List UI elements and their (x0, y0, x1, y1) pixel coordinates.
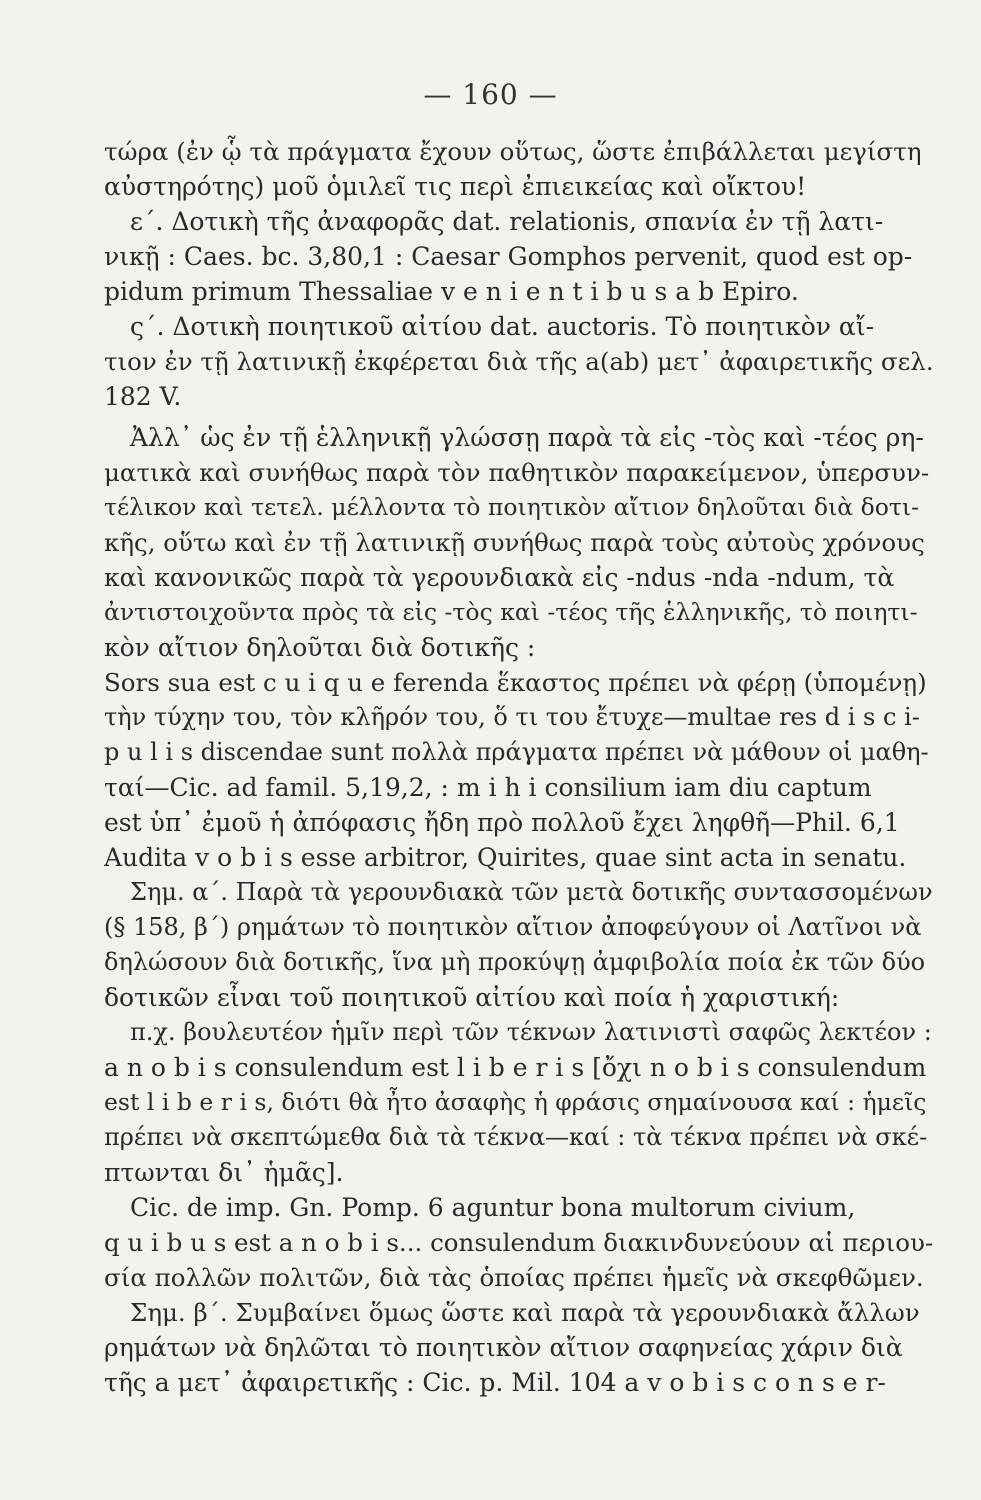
text-line: est l i b e r i s, διότι θὰ ἦτο ἀσαφὴς ἡ φράσις σημαίνουσα καί : ἡμεῖς (104, 1088, 927, 1116)
text-line: (§ 158, β΄) ρημάτων τὸ ποιητικὸν αἴτιον ἀποφεύγουν οἱ Λατῖνοι νὰ (104, 913, 922, 941)
text-line: ἀντιστοιχοῦντα πρὸς τὰ εἰς -τὸς καὶ -τέος τῆς ἑλληνικῆς, τὸ ποιητι- (104, 598, 918, 626)
text-line: ρημάτων νὰ δηλῶται τὸ ποιητικὸν αἴτιον σαφηνείας χάριν διὰ (104, 1333, 903, 1362)
text-line: q u i b u s est a n o b i s... consulendum διακινδυνεύουν αἱ περιου- (104, 1228, 934, 1257)
text-line: Cic. de imp. Gn. Pomp. 6 aguntur bona multorum civium, (130, 1193, 856, 1222)
text-line: καὶ κανονικῶς παρὰ τὰ γερουνδιακὰ εἰς -ndus -nda -ndum, τὰ (104, 563, 895, 592)
text-line: 182 V. (104, 382, 182, 411)
text-line: Audita v o b i s esse arbitror, Quirites, quae sint acta in senatu. (104, 843, 907, 872)
text-line: τιον ἐν τῇ λατινικῇ ἐκφέρεται διὰ τῆς a(ab) μετ᾽ ἀφαιρετικῆς σελ. (104, 347, 934, 376)
text-line: τῆς a μετ᾽ ἀφαιρετικῆς : Cic. p. Mil. 104 a v o b i s c o n s e r- (104, 1368, 886, 1397)
text-line: p u l i s discendae sunt πολλὰ πράγματα πρέπει νὰ μάθουν οἱ μαθη- (104, 738, 929, 766)
text-line: ταί—Cic. ad famil. 5,19,2, : m i h i consilium iam diu captum (104, 773, 872, 802)
text-line: pidum primum Thessaliae v e n i e n t i b u s a b Epiro. (104, 277, 799, 306)
note-heading-line: Σημ. α΄. Παρὰ τὰ γερουνδιακὰ τῶν μετὰ δοτικῆς συντασσομένων (130, 878, 933, 906)
page-number: — 160 — (423, 78, 558, 111)
text-line: τώρα (ἐν ᾧ τὰ πράγματα ἔχουν οὕτως, ὥστε ἐπιβάλλεται μεγίστη (104, 137, 922, 166)
text-line: αὐστηρότης) μοῦ ὁμιλεῖ τις περὶ ἐπιεικείας καὶ οἴκτου! (104, 172, 807, 201)
note-heading-line: Σημ. β΄. Συμβαίνει ὅμως ὥστε καὶ παρὰ τὰ γερουνδιακὰ ἄλλων (130, 1298, 920, 1327)
text-line: τὴν τύχην του, τὸν κλῆρόν του, ὅ τι του ἔτυχε—multae res d i s c i- (104, 703, 920, 731)
text-line: κὸν αἴτιον δηλοῦται διὰ δοτικῆς : (104, 633, 536, 662)
text-line: π.χ. βουλευτέον ἡμῖν περὶ τῶν τέκνων λατινιστὶ σαφῶς λεκτέον : (130, 1018, 932, 1046)
body-text (104, 134, 934, 1400)
text-line: σία πολλῶν πολιτῶν, διὰ τὰς ὁποίας πρέπει ἡμεῖς νὰ σκεφθῶμεν. (104, 1263, 924, 1292)
text-line: νικῇ : Caes. bc. 3,80,1 : Caesar Gomphos pervenit, quod est op- (104, 242, 913, 271)
text-line: κῆς, οὕτω καὶ ἐν τῇ λατινικῇ συνήθως παρὰ τοὺς αὐτοὺς χρόνους (104, 528, 925, 557)
text-line: a n o b i s consulendum est l i b e r i s [ὄχι n o b i s consulendum (104, 1053, 927, 1082)
text-line: Ἀλλ᾽ ὡς ἐν τῇ ἑλληνικῇ γλώσσῃ παρὰ τὰ εἰς -τὸς καὶ -τέος ρη- (130, 423, 924, 452)
text-line: δηλώσουν διὰ δοτικῆς, ἵνα μὴ προκύψῃ ἀμφιβολία ποία ἐκ τῶν δύο (104, 948, 926, 976)
text-line: δοτικῶν εἶναι τοῦ ποιητικοῦ αἰτίου καὶ ποία ἡ χαριστική: (104, 983, 840, 1012)
text-line: ματικὰ καὶ συνήθως παρὰ τὸν παθητικὸν παρακείμενον, ὑπερσυν- (104, 458, 930, 487)
text-line: τέλικον καὶ τετελ. μέλλοντα τὸ ποιητικὸν αἴτιον δηλοῦται διὰ δοτι- (104, 493, 920, 521)
text-line: est ὑπ᾽ ἐμοῦ ἡ ἀπόφασις ἤδη πρὸ πολλοῦ ἔχει ληφθῆ—Phil. 6,1 (104, 808, 900, 837)
section-heading-line: ε΄. Δοτικὴ τῆς ἀναφορᾶς dat. relationis, σπανία ἐν τῇ λατι- (130, 207, 884, 236)
text-line: πρέπει νὰ σκεπτώμεθα διὰ τὰ τέκνα—καί : τὰ τέκνα πρέπει νὰ σκέ- (104, 1123, 928, 1151)
section-heading-line: ς΄. Δοτικὴ ποιητικοῦ αἰτίου dat. auctoris. Τὸ ποιητικὸν αἴ- (130, 312, 875, 341)
text-line: πτωνται δι᾽ ἡμᾶς]. (104, 1158, 344, 1187)
text-line: Sors sua est c u i q u e ferenda ἕκαστος πρέπει νὰ φέρῃ (ὑπομένῃ) (104, 668, 927, 697)
